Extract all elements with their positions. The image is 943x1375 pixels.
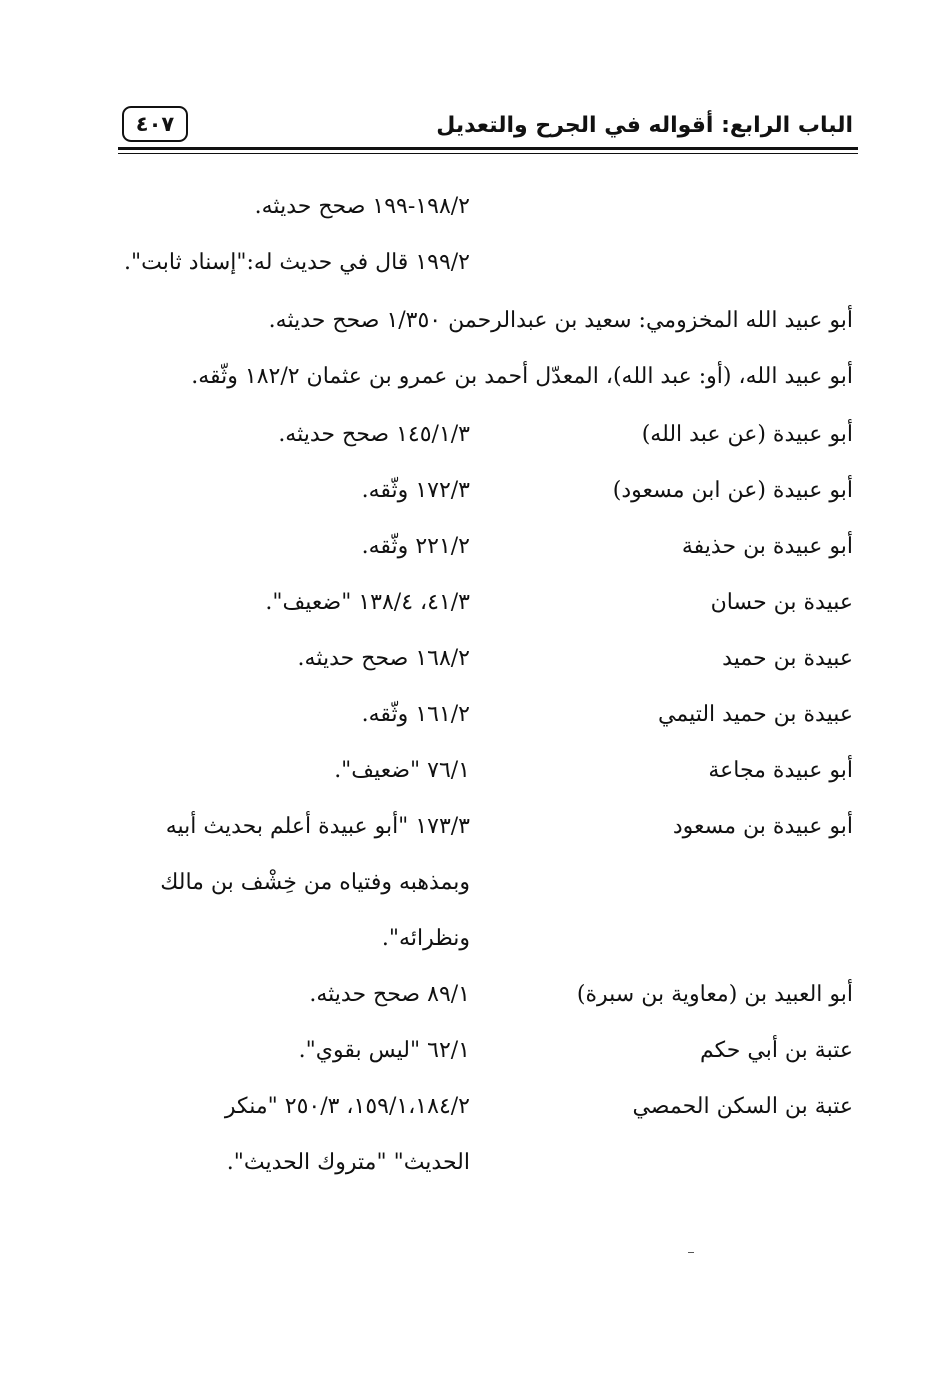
entry-ref: ٢٢١/٢ وثّقه. [361, 534, 470, 559]
entry-ref: ٨٩/١ صحح حديثه. [309, 982, 470, 1007]
entry-ref: ١٦١/٢ وثّقه. [361, 702, 470, 727]
entry-ref-continuation: الحديث" "متروك الحديث". [226, 1150, 470, 1175]
entry-name: أبو عبيدة مجاعة [708, 758, 853, 783]
entry-name: عبيدة بن حسان [710, 590, 853, 615]
header-rule [118, 147, 858, 150]
entry-ref: ٤١/٣، ١٣٨/٤ "ضعيف". [265, 590, 470, 615]
chapter-title: الباب الرابع: أقواله في الجرح والتعديل [436, 113, 853, 138]
entry-ref: ١٤٥/١/٣ صحح حديثه. [278, 422, 470, 447]
entry-name: أبو عبيدة بن حذيفة [681, 534, 853, 559]
entry-name: أبو عبيدة (عن ابن مسعود) [612, 478, 853, 503]
entry-ref: ١٦٨/٢ صحح حديثه. [297, 646, 470, 671]
scan-speck [688, 1252, 694, 1253]
entry-ref: ١٥٩/١،١٨٤/٢، ٢٥٠/٣ "منكر [224, 1094, 470, 1119]
entry-name: أبو عبيدة (عن عبد الله) [641, 422, 853, 447]
entry-name: أبو عبيدة بن مسعود [672, 814, 853, 839]
entry-name: عبيدة بن حميد [722, 646, 853, 671]
page-number-badge: ٤٠٧ [122, 106, 188, 142]
entry-ref: ٧٦/١ "ضعيف". [334, 758, 470, 783]
intro-line-2: ١٩٩/٢ قال في حديث له:"إسناد ثابت". [124, 250, 470, 275]
entry-ref-continuation: وبمذهبه وفتياه من خِشْف بن مالك [160, 870, 470, 895]
entry-name: أبو العبيد بن (معاوية بن سبرة) [576, 982, 853, 1007]
entry-name: عتبة بن أبي حكم [699, 1038, 853, 1063]
entry-ref-continuation: ونظرائه". [381, 926, 470, 951]
header-rule-thin [118, 153, 858, 154]
full-line-1: أبو عبيد الله المخزومي: سعيد بن عبدالرحمن ١/٣٥٠ صحح حديثه. [268, 308, 853, 333]
entry-name: عبيدة بن حميد التيمي [658, 702, 853, 727]
entry-ref: ١٧٢/٣ وثّقه. [361, 478, 470, 503]
entry-ref: ١٧٣/٣ "أبو عبيدة أعلم بحديث أبيه [165, 814, 470, 839]
entry-ref: ٦٢/١ "ليس بقوي". [298, 1038, 470, 1063]
intro-line-1: ١٩٨/٢-١٩٩ صحح حديثه. [254, 194, 470, 219]
full-line-2: أبو عبيد الله، (أو: عبد الله)، المعدّل أحمد بن عمرو بن عثمان ١٨٢/٢ وثّقه. [191, 364, 853, 389]
entry-name: عتبة بن السكن الحمصي [632, 1094, 853, 1119]
